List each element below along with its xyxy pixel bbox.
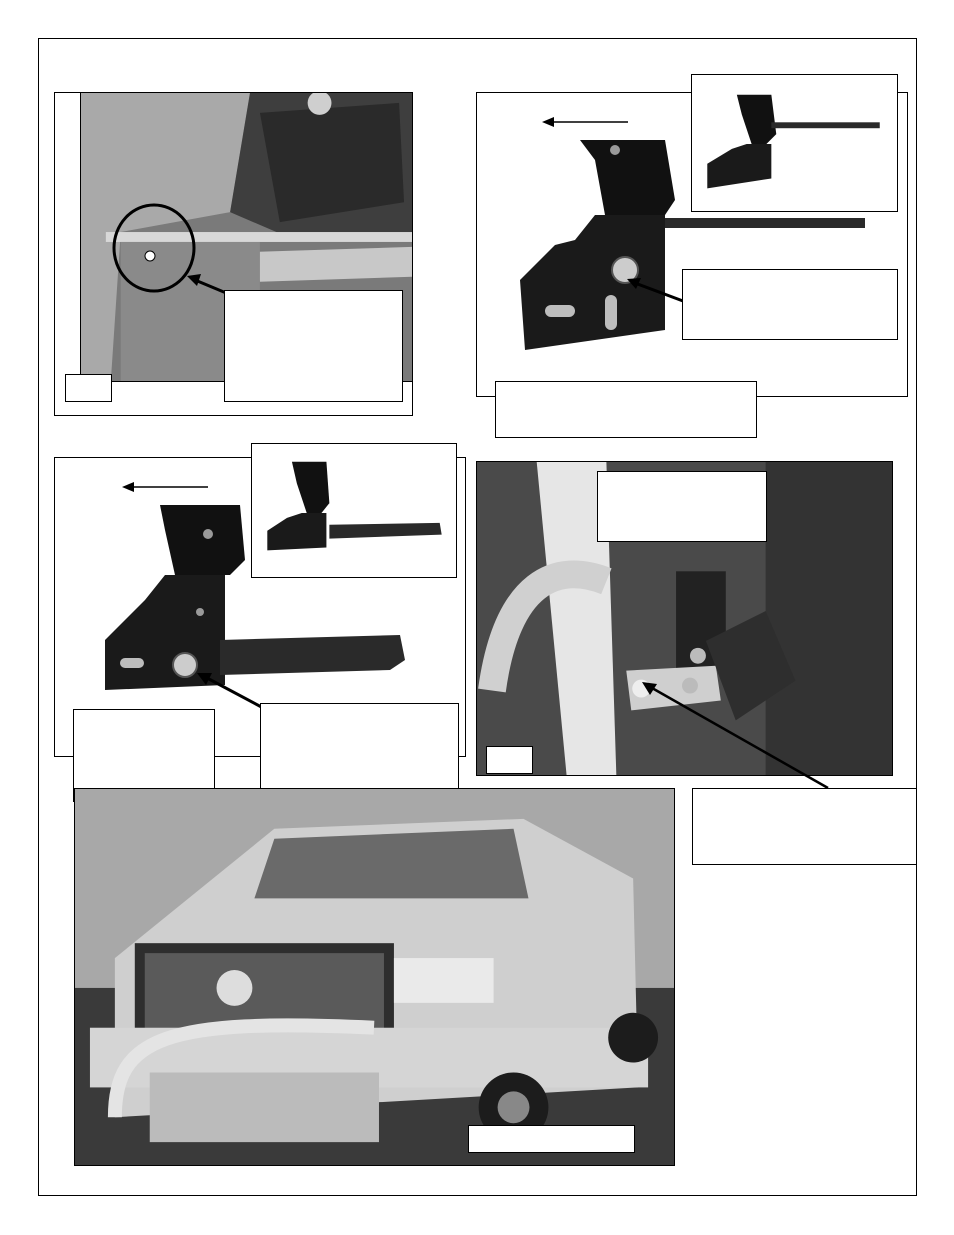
figure-e-photo [74, 788, 675, 1166]
arrow-left-icon [120, 477, 210, 497]
figure-b-caption-box [495, 381, 757, 438]
figure-c-inset [251, 443, 457, 578]
figure-d-top-note-box [597, 471, 767, 542]
figure-b-note-box [682, 269, 898, 340]
figure-b-inset [691, 74, 898, 212]
figure-a-label [65, 374, 112, 402]
figure-a-note-box [224, 290, 403, 402]
figure-d-bottom-note-box [692, 788, 916, 865]
figure-d-label [486, 746, 533, 774]
figure-b-pointer-arrow-icon [625, 275, 685, 305]
figure-d-pointer-arrow-icon [640, 680, 830, 790]
figure-e-caption-box [468, 1125, 635, 1153]
arrow-left-icon [540, 112, 630, 132]
